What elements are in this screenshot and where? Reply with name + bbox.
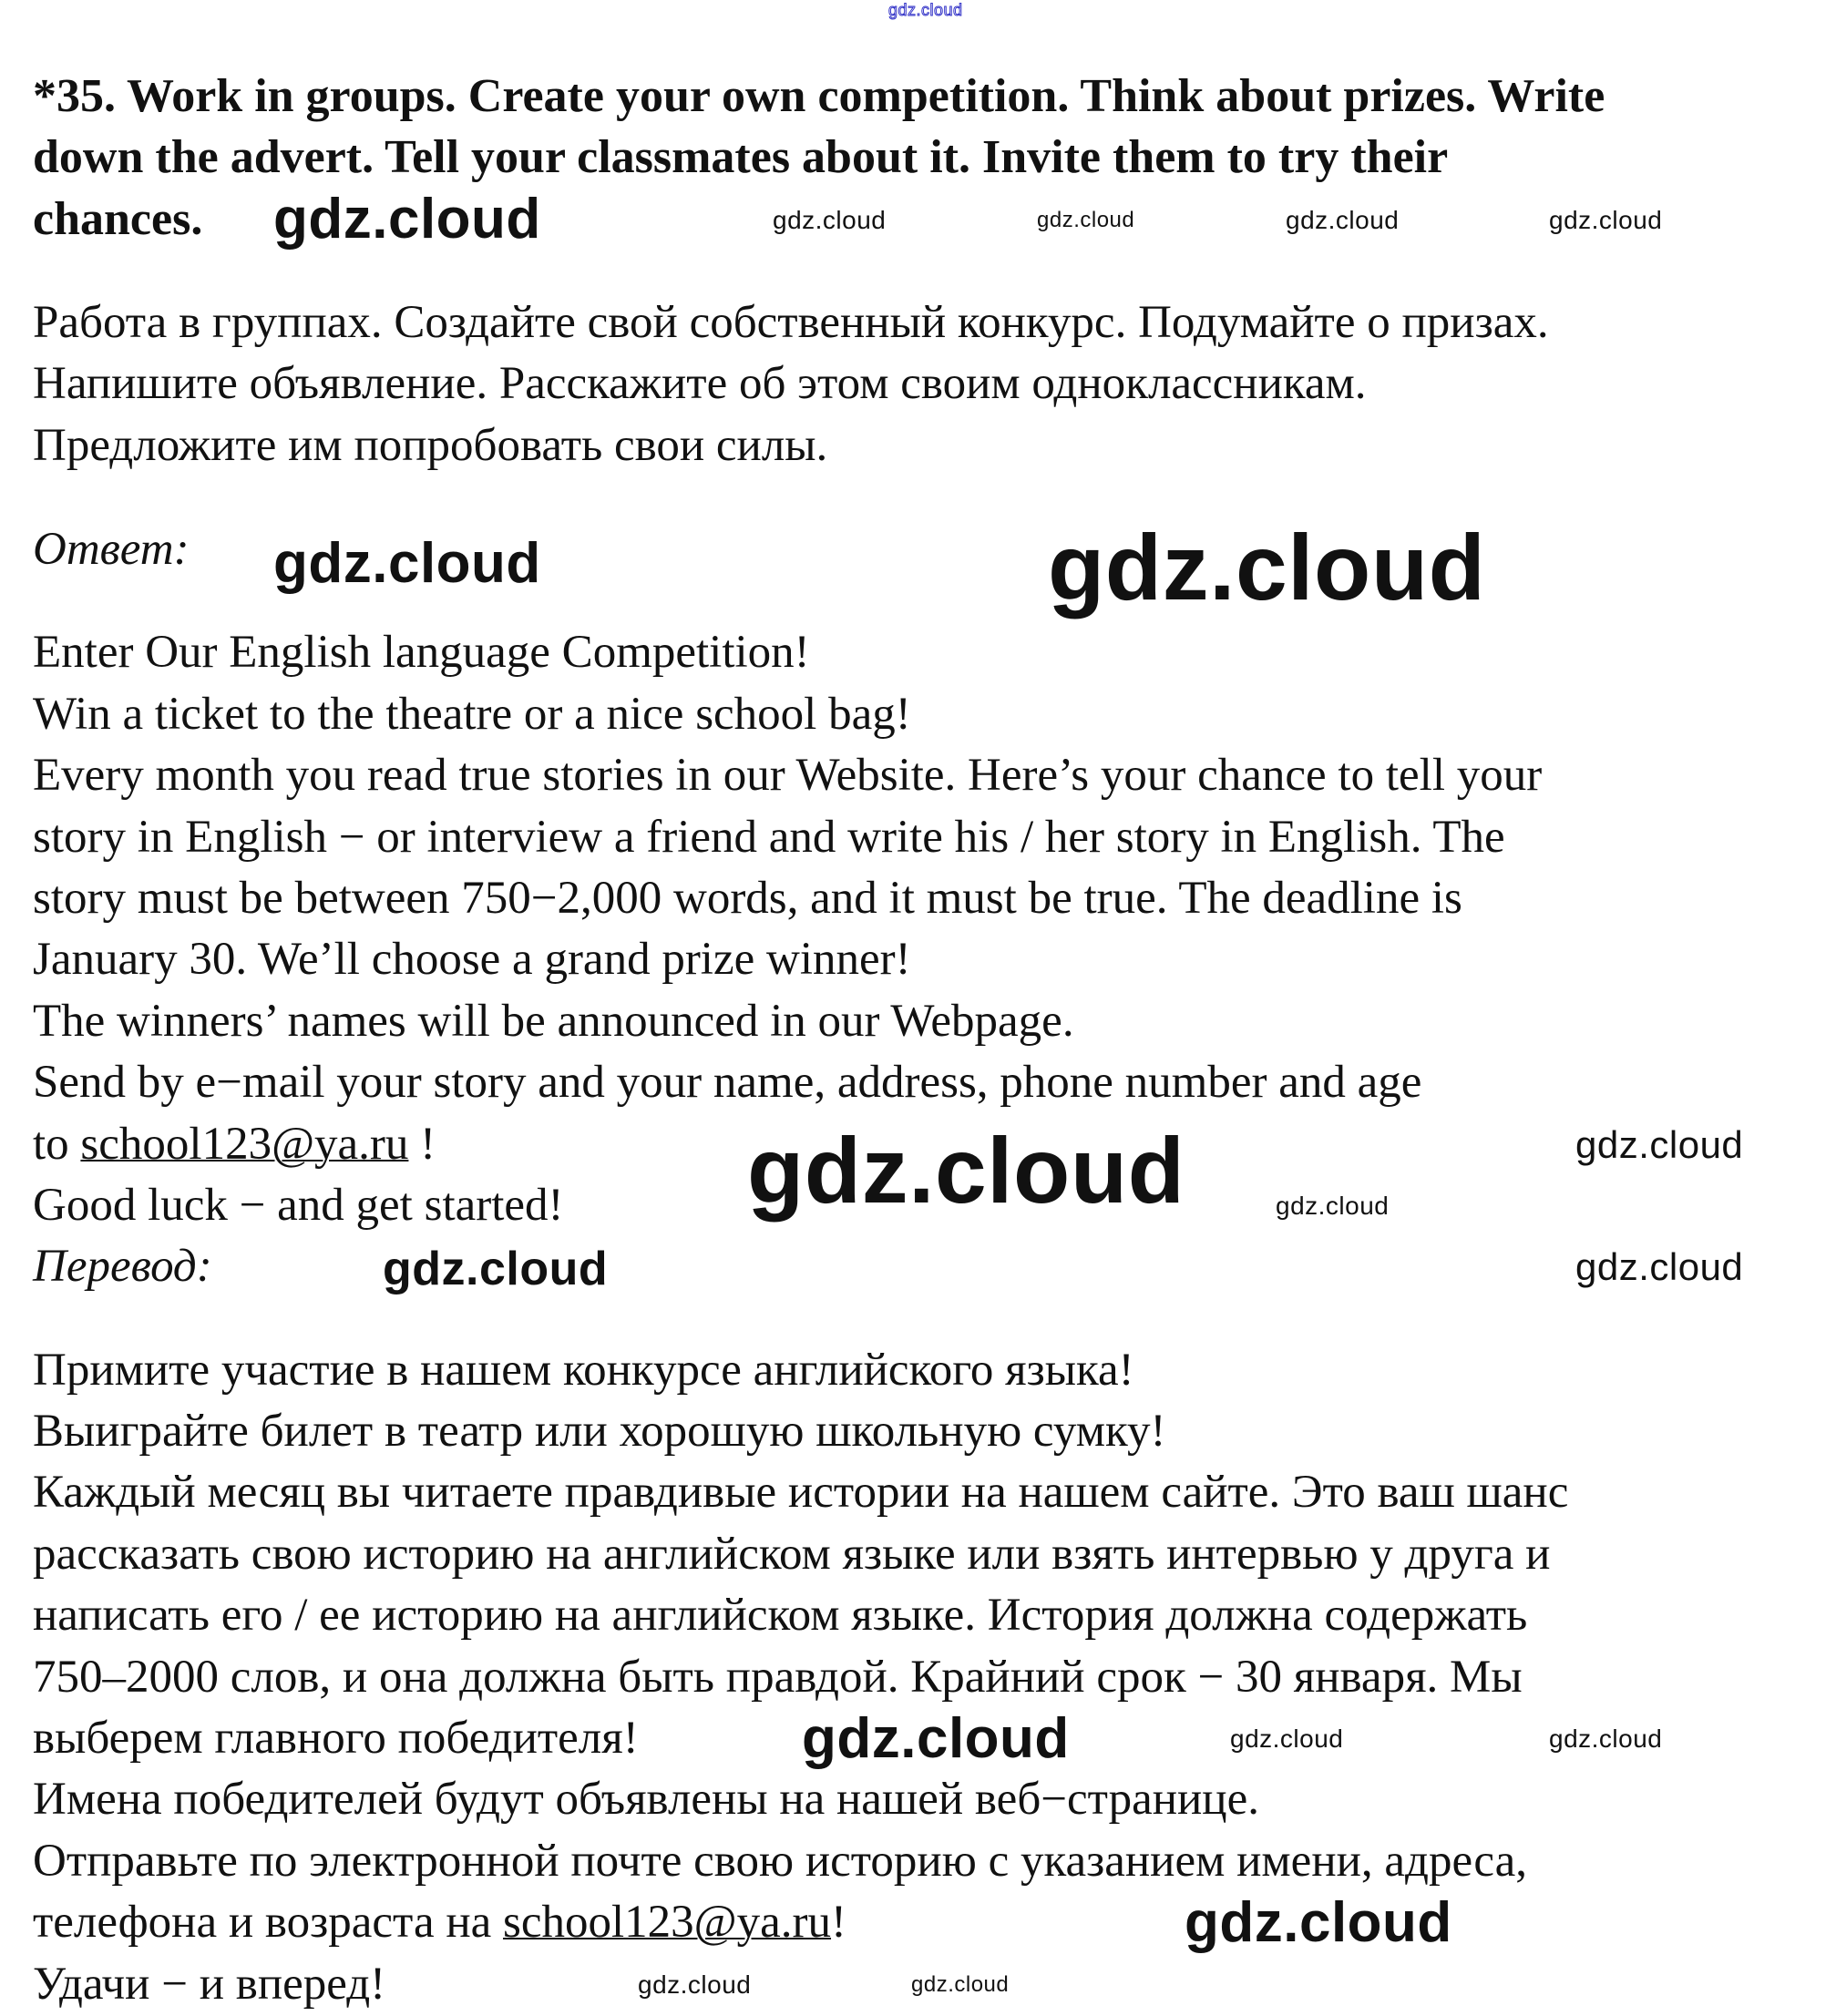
spacer [33, 1298, 1568, 1340]
answer-line: Win a ticket to the theatre or a nice school bag! [33, 688, 911, 740]
watermark: gdz.cloud [1286, 206, 1400, 234]
title-line: down the advert. Tell your classmates about it. Invite them to try their [33, 131, 1449, 184]
watermark: gdz.cloud [802, 1707, 1070, 1770]
answer-line: January 30. We’ll choose a grand prize winner! [33, 934, 911, 986]
answer-line: Enter Our English language Competition! [33, 627, 810, 679]
watermark: gdz.cloud [1185, 1891, 1452, 1954]
watermark: gdz.cloud [1276, 1192, 1390, 1220]
translation-line: 750–2000 слов, и она должна быть правдой. Крайний срок − 30 января. Мы [33, 1651, 1523, 1703]
watermark: gdz.cloud [383, 1243, 609, 1295]
translation-line: Удачи − и вперед! [33, 1958, 386, 2010]
answer-line: Send by e−mail your story and your name, address, phone number and age [33, 1057, 1422, 1109]
translation-line: написать его / ее историю на английском языке. История должна содержать [33, 1590, 1528, 1642]
translation-line: Выиграйте билет в театр или хорошую школьную сумку! [33, 1406, 1166, 1458]
task-russian [33, 292, 1549, 476]
translation-line: Имена победителей будут объявлены на нашей веб−странице. [33, 1774, 1259, 1826]
translation-line: выберем главного победителя! [33, 1713, 639, 1765]
answer-line: story must be between 750−2,000 words, and it must be true. The deadline is [33, 872, 1462, 924]
email-prefix: to [33, 1118, 81, 1170]
email-prefix: телефона и возраста на [33, 1897, 504, 1949]
watermark: gdz.cloud [911, 1972, 1010, 1997]
russian-line: Работа в группах. Создайте свой собственный конкурс. Подумайте о призах. [33, 297, 1549, 348]
answer-label: Ответ: [33, 524, 190, 575]
watermark: gdz.cloud [747, 1119, 1185, 1223]
watermark: gdz.cloud [1048, 516, 1486, 619]
title-line: *35. Work in groups. Create your own competition. Think about prizes. Write [33, 70, 1605, 122]
answer-line: Every month you read true stories in our Website. Here’s your chance to tell your [33, 750, 1543, 802]
email-suffix: ! [831, 1897, 847, 1949]
translation-line: Отправьте по электронной почте свою историю с указанием имени, адреса, [33, 1835, 1528, 1887]
watermark: gdz.cloud [1037, 208, 1135, 232]
translation-line: Каждый месяц вы читаете правдивые истории на нашем сайте. Это ваш шанс [33, 1467, 1569, 1519]
answer-line: Good luck − and get started! [33, 1179, 564, 1231]
translation-label: Перевод: [33, 1241, 212, 1293]
translation-line: Примите участие в нашем конкурсе английского языка! [33, 1344, 1134, 1396]
email-link[interactable]: school123@ya.ru [503, 1897, 832, 1949]
russian-line: Предложите им попробовать свои силы. [33, 419, 828, 471]
title-line: chances. [33, 192, 203, 245]
watermark: gdz.cloud [1549, 1724, 1663, 1753]
email-suffix: ! [408, 1118, 436, 1170]
watermark: gdz.cloud [773, 206, 887, 234]
watermark: gdz.cloud [273, 532, 541, 595]
answer-line: story in English − or interview a friend and write his / her story in English. The [33, 811, 1505, 863]
watermark: gdz.cloud [1230, 1724, 1344, 1753]
watermark: gdz.cloud [638, 1970, 752, 1999]
watermark: gdz.cloud [888, 1, 963, 19]
watermark: gdz.cloud [1549, 206, 1663, 234]
answer-section [33, 516, 1569, 2015]
watermark: gdz.cloud [1575, 1123, 1744, 1166]
watermark: gdz.cloud [273, 188, 541, 251]
answer-line: The winners’ names will be announced in our Webpage. [33, 995, 1074, 1047]
email-link[interactable]: school123@ya.ru [80, 1118, 409, 1170]
russian-line: Напишите объявление. Расскажите об этом своим одноклассникам. [33, 358, 1367, 410]
watermark: gdz.cloud [1575, 1245, 1744, 1288]
translation-line: рассказать свою историю на английском языке или взять интервью у друга и [33, 1528, 1551, 1580]
